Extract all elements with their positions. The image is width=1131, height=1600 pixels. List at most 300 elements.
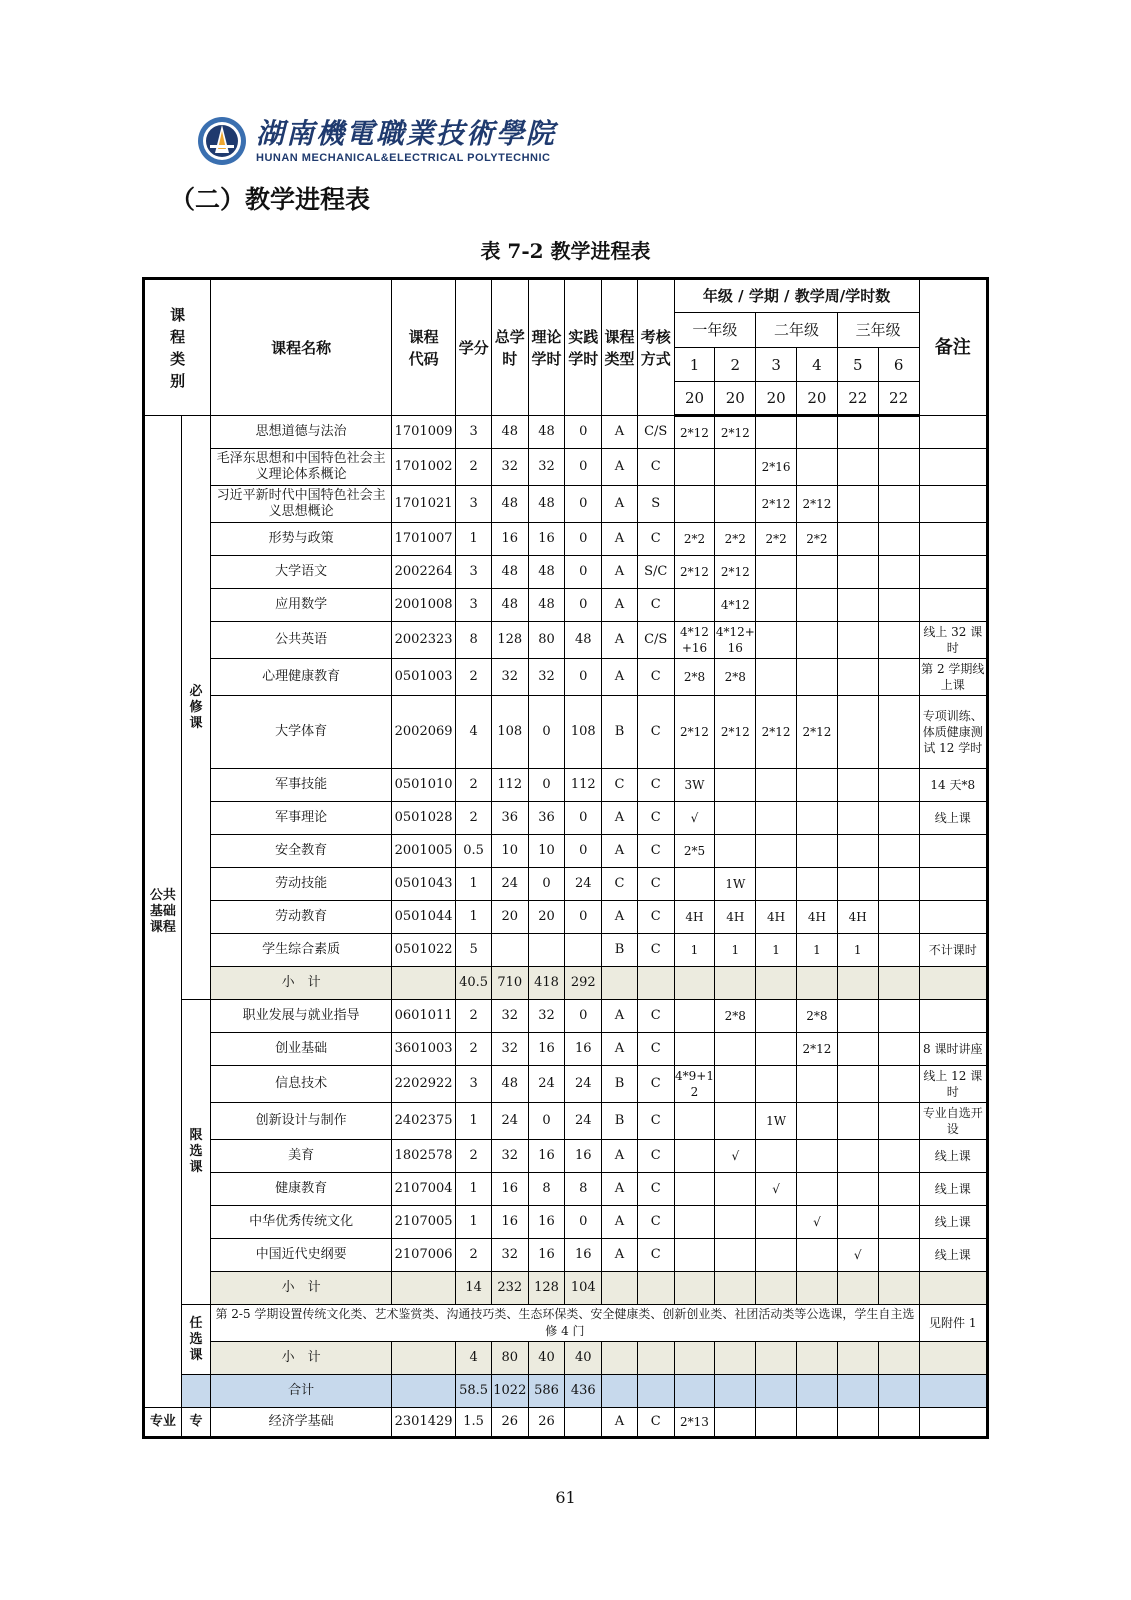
- school-emblem-icon: [196, 115, 248, 167]
- course-remark: 第 2 学期线上课: [919, 659, 987, 696]
- course-theory-hours: 48: [528, 556, 565, 589]
- term-hours-cell: 2*13: [674, 1408, 715, 1438]
- course-code: 2202922: [391, 1066, 455, 1103]
- course-name: 劳动教育: [211, 901, 392, 934]
- course-code: 2002264: [391, 556, 455, 589]
- grand-total-spacer: [181, 1375, 211, 1408]
- header-term: 1: [674, 348, 715, 382]
- course-total-hours: 16: [491, 1173, 528, 1206]
- course-type: A: [602, 1206, 638, 1239]
- course-code: 2107006: [391, 1239, 455, 1272]
- page-number: 61: [555, 1488, 576, 1507]
- course-practice-hours: 0: [565, 416, 602, 449]
- course-credit: 1: [456, 1206, 492, 1239]
- term-hours-cell: √: [797, 1206, 838, 1239]
- grand-total-empty: [715, 1375, 756, 1408]
- subtotal-empty: [756, 1342, 797, 1375]
- course-total-hours: 48: [491, 1066, 528, 1103]
- course-code: 0501044: [391, 901, 455, 934]
- course-name: 公共英语: [211, 622, 392, 659]
- course-name: 经济学基础: [211, 1408, 392, 1438]
- course-code: 2402375: [391, 1103, 455, 1140]
- subtotal-practice-hours: 40: [565, 1342, 602, 1375]
- course-practice-hours: 8: [565, 1173, 602, 1206]
- term-hours-cell: [837, 416, 878, 449]
- term-hours-cell: [878, 416, 919, 449]
- course-row: [144, 868, 988, 901]
- term-hours-cell: 4*9+1 2: [674, 1066, 715, 1103]
- term-hours-cell: [797, 589, 838, 622]
- course-credit: 0.5: [456, 835, 492, 868]
- course-credit: 2: [456, 1140, 492, 1173]
- term-hours-cell: [878, 523, 919, 556]
- term-hours-cell: [674, 868, 715, 901]
- term-hours-cell: [837, 486, 878, 523]
- course-code: 2001005: [391, 835, 455, 868]
- term-hours-cell: 2*12: [674, 416, 715, 449]
- term-hours-cell: 4H: [756, 901, 797, 934]
- subtotal-row: [144, 1272, 988, 1305]
- term-hours-cell: [756, 416, 797, 449]
- course-remark: 8 课时讲座: [919, 1033, 987, 1066]
- term-hours-cell: 1: [715, 934, 756, 967]
- subtotal-empty: [919, 967, 987, 1000]
- term-hours-cell: [715, 1033, 756, 1066]
- course-assessment: C/S: [637, 622, 674, 659]
- course-assessment: C: [637, 1408, 674, 1438]
- course-code: 0601011: [391, 1000, 455, 1033]
- optional-note: 第 2-5 学期设置传统文化类、艺术鉴赏类、沟通技巧类、生态环保类、安全健康类、创新创业类、社团活动类等公选课，学生自主选修 4 门: [211, 1305, 919, 1342]
- course-credit: 3: [456, 416, 492, 449]
- course-credit: 3: [456, 556, 492, 589]
- subtotal-credit: 14: [456, 1272, 492, 1305]
- course-theory-hours: 80: [528, 622, 565, 659]
- course-total-hours: 32: [491, 1033, 528, 1066]
- term-hours-cell: [878, 769, 919, 802]
- course-row: [144, 934, 988, 967]
- course-assessment: C/S: [637, 416, 674, 449]
- header-course-type: 课程类型: [602, 279, 638, 416]
- course-row: [144, 486, 988, 523]
- course-type: B: [602, 934, 638, 967]
- grand-total-empty: [637, 1375, 674, 1408]
- term-hours-cell: [797, 1066, 838, 1103]
- term-hours-cell: 2*12: [797, 696, 838, 769]
- school-name-cn: 湖南機電職業技術學院: [256, 117, 557, 150]
- term-hours-cell: [756, 556, 797, 589]
- course-name: 军事技能: [211, 769, 392, 802]
- course-row: [144, 769, 988, 802]
- term-hours-cell: [878, 802, 919, 835]
- course-theory-hours: 48: [528, 589, 565, 622]
- course-row: [144, 1000, 988, 1033]
- term-hours-cell: [756, 769, 797, 802]
- course-code: 2001008: [391, 589, 455, 622]
- course-total-hours: 48: [491, 556, 528, 589]
- subtotal-code-empty: [391, 1272, 455, 1305]
- term-hours-cell: [837, 1066, 878, 1103]
- course-remark: 专业自选开设: [919, 1103, 987, 1140]
- course-total-hours: 36: [491, 802, 528, 835]
- term-hours-cell: [878, 1066, 919, 1103]
- course-total-hours: 16: [491, 1206, 528, 1239]
- course-assessment: C: [637, 1066, 674, 1103]
- course-assessment: C: [637, 449, 674, 486]
- term-hours-cell: [797, 1239, 838, 1272]
- subtotal-credit: 40.5: [456, 967, 492, 1000]
- course-code: 1701007: [391, 523, 455, 556]
- course-practice-hours: 0: [565, 556, 602, 589]
- term-hours-cell: [837, 802, 878, 835]
- subtotal-row: [144, 1342, 988, 1375]
- term-hours-cell: 2*12: [756, 486, 797, 523]
- grand-total-empty: [878, 1375, 919, 1408]
- term-hours-cell: 4*12 +16: [674, 622, 715, 659]
- term-hours-cell: [797, 1140, 838, 1173]
- grand-total-label: 合计: [211, 1375, 392, 1408]
- subtotal-row: [144, 967, 988, 1000]
- subtotal-empty: [878, 967, 919, 1000]
- subtotal-empty: [797, 1342, 838, 1375]
- subtotal-practice-hours: 104: [565, 1272, 602, 1305]
- subtotal-empty: [756, 1272, 797, 1305]
- term-hours-cell: 2*16: [756, 449, 797, 486]
- course-practice-hours: 0: [565, 523, 602, 556]
- term-hours-cell: 2*8: [674, 659, 715, 696]
- subtotal-empty: [674, 967, 715, 1000]
- header-remark: 备注: [919, 279, 987, 416]
- term-hours-cell: 3W: [674, 769, 715, 802]
- term-hours-cell: 4H: [837, 901, 878, 934]
- header-term: 5: [837, 348, 878, 382]
- course-type: A: [602, 835, 638, 868]
- course-total-hours: 128: [491, 622, 528, 659]
- subtotal-empty: [919, 1272, 987, 1305]
- course-theory-hours: 16: [528, 1239, 565, 1272]
- course-row: [144, 901, 988, 934]
- course-total-hours: 32: [491, 659, 528, 696]
- term-hours-cell: [674, 1000, 715, 1033]
- header-weeks: 20: [797, 382, 838, 416]
- header-credit: 学分: [456, 279, 492, 416]
- course-type: C: [602, 769, 638, 802]
- term-hours-cell: [715, 486, 756, 523]
- course-name: 毛泽东思想和中国特色社会主义理论体系概论: [211, 449, 392, 486]
- course-code: 0501010: [391, 769, 455, 802]
- header-assessment: 考核方式: [637, 279, 674, 416]
- course-theory-hours: 36: [528, 802, 565, 835]
- term-hours-cell: [797, 416, 838, 449]
- group-required: 必修课: [181, 416, 211, 1000]
- course-practice-hours: 0: [565, 486, 602, 523]
- course-total-hours: 48: [491, 589, 528, 622]
- term-hours-cell: [837, 769, 878, 802]
- header-weeks: 20: [715, 382, 756, 416]
- teaching-schedule-table: [142, 277, 989, 1439]
- group-limited: 限选课: [181, 1000, 211, 1305]
- course-credit: 4: [456, 696, 492, 769]
- table-caption: 表 7-2 教学进程表: [480, 239, 651, 263]
- course-practice-hours: 24: [565, 1066, 602, 1103]
- term-hours-cell: 1: [674, 934, 715, 967]
- term-hours-cell: [715, 769, 756, 802]
- term-hours-cell: [797, 802, 838, 835]
- term-hours-cell: 4H: [797, 901, 838, 934]
- course-credit: 1.5: [456, 1408, 492, 1438]
- course-row: [144, 802, 988, 835]
- subtotal-label: 小 计: [211, 967, 392, 1000]
- course-remark: 14 天*8: [919, 769, 987, 802]
- course-row: [144, 659, 988, 696]
- header-weeks: 22: [837, 382, 878, 416]
- course-name: 安全教育: [211, 835, 392, 868]
- course-name: 学生综合素质: [211, 934, 392, 967]
- term-hours-cell: [797, 1173, 838, 1206]
- course-credit: 2: [456, 769, 492, 802]
- course-theory-hours: 0: [528, 1103, 565, 1140]
- term-hours-cell: [756, 1206, 797, 1239]
- term-hours-cell: [674, 1140, 715, 1173]
- course-type: A: [602, 901, 638, 934]
- course-type: A: [602, 1239, 638, 1272]
- schedule-body: [144, 416, 988, 1438]
- course-total-hours: 112: [491, 769, 528, 802]
- subtotal-code-empty: [391, 967, 455, 1000]
- term-hours-cell: 2*2: [756, 523, 797, 556]
- course-assessment: C: [637, 934, 674, 967]
- header-weeks: 22: [878, 382, 919, 416]
- course-type: B: [602, 1103, 638, 1140]
- course-type: A: [602, 802, 638, 835]
- grand-total-empty: [756, 1375, 797, 1408]
- term-hours-cell: √: [715, 1140, 756, 1173]
- course-practice-hours: 16: [565, 1033, 602, 1066]
- course-theory-hours: 8: [528, 1173, 565, 1206]
- subtotal-label: 小 计: [211, 1342, 392, 1375]
- term-hours-cell: [756, 622, 797, 659]
- course-remark: 线上课: [919, 802, 987, 835]
- subtotal-empty: [797, 1272, 838, 1305]
- header-year-2: 二年级: [756, 313, 838, 348]
- section-title: （二）教学进程表: [170, 185, 371, 214]
- subtotal-empty: [797, 967, 838, 1000]
- course-assessment: C: [637, 589, 674, 622]
- grand-total-empty: [797, 1375, 838, 1408]
- course-practice-hours: 0: [565, 589, 602, 622]
- grand-total-row: [144, 1375, 988, 1408]
- subtotal-code-empty: [391, 1342, 455, 1375]
- course-practice-hours: 108: [565, 696, 602, 769]
- course-name: 劳动技能: [211, 868, 392, 901]
- subtotal-empty: [837, 967, 878, 1000]
- course-row: [144, 1408, 988, 1438]
- term-hours-cell: [756, 1000, 797, 1033]
- course-assessment: C: [637, 659, 674, 696]
- course-type: A: [602, 659, 638, 696]
- grand-total-empty: [674, 1375, 715, 1408]
- header-term: 4: [797, 348, 838, 382]
- course-name: 创新设计与制作: [211, 1103, 392, 1140]
- course-row: [144, 622, 988, 659]
- term-hours-cell: 2*12: [715, 696, 756, 769]
- term-hours-cell: [878, 1206, 919, 1239]
- term-hours-cell: 2*12: [797, 486, 838, 523]
- course-theory-hours: 0: [528, 696, 565, 769]
- course-practice-hours: 0: [565, 901, 602, 934]
- course-remark: 线上课: [919, 1206, 987, 1239]
- subtotal-empty: [837, 1342, 878, 1375]
- course-type: C: [602, 868, 638, 901]
- term-hours-cell: [715, 449, 756, 486]
- course-credit: 2: [456, 802, 492, 835]
- subtotal-empty: [602, 967, 638, 1000]
- course-assessment: C: [637, 901, 674, 934]
- term-hours-cell: [878, 1103, 919, 1140]
- course-row: [144, 1033, 988, 1066]
- school-name-en: HUNAN MECHANICAL&ELECTRICAL POLYTECHNIC: [256, 152, 551, 164]
- course-theory-hours: 16: [528, 523, 565, 556]
- term-hours-cell: 2*8: [715, 1000, 756, 1033]
- course-practice-hours: [565, 1408, 602, 1438]
- term-hours-cell: [756, 1066, 797, 1103]
- subtotal-label: 小 计: [211, 1272, 392, 1305]
- course-row: [144, 1103, 988, 1140]
- course-type: A: [602, 1033, 638, 1066]
- course-remark: 线上课: [919, 1239, 987, 1272]
- course-name: 信息技术: [211, 1066, 392, 1103]
- course-remark: [919, 486, 987, 523]
- term-hours-cell: [878, 622, 919, 659]
- course-remark: [919, 556, 987, 589]
- course-row: [144, 416, 988, 449]
- course-practice-hours: 0: [565, 1000, 602, 1033]
- course-credit: 2: [456, 449, 492, 486]
- course-credit: 1: [456, 901, 492, 934]
- course-practice-hours: 0: [565, 659, 602, 696]
- term-hours-cell: [756, 1408, 797, 1438]
- course-remark: [919, 523, 987, 556]
- course-practice-hours: 24: [565, 868, 602, 901]
- course-theory-hours: 32: [528, 1000, 565, 1033]
- course-row: [144, 589, 988, 622]
- course-remark: [919, 901, 987, 934]
- term-hours-cell: [878, 659, 919, 696]
- course-remark: 线上课: [919, 1140, 987, 1173]
- course-type: B: [602, 1066, 638, 1103]
- optional-remark: 见附件 1: [919, 1305, 987, 1342]
- subtotal-empty: [837, 1272, 878, 1305]
- term-hours-cell: √: [837, 1239, 878, 1272]
- course-code: 2301429: [391, 1408, 455, 1438]
- course-code: 0501043: [391, 868, 455, 901]
- term-hours-cell: [674, 449, 715, 486]
- course-theory-hours: 16: [528, 1033, 565, 1066]
- course-theory-hours: 24: [528, 1066, 565, 1103]
- term-hours-cell: [878, 1140, 919, 1173]
- term-hours-cell: [797, 659, 838, 696]
- course-name: 大学语文: [211, 556, 392, 589]
- course-practice-hours: 16: [565, 1239, 602, 1272]
- term-hours-cell: 2*12: [715, 556, 756, 589]
- course-type: A: [602, 523, 638, 556]
- term-hours-cell: [837, 556, 878, 589]
- course-assessment: C: [637, 1206, 674, 1239]
- term-hours-cell: [878, 449, 919, 486]
- course-assessment: C: [637, 868, 674, 901]
- term-hours-cell: [837, 835, 878, 868]
- term-hours-cell: [837, 1408, 878, 1438]
- course-total-hours: 24: [491, 868, 528, 901]
- course-type: A: [602, 1173, 638, 1206]
- term-hours-cell: [837, 1173, 878, 1206]
- term-hours-cell: [674, 589, 715, 622]
- course-name: 职业发展与就业指导: [211, 1000, 392, 1033]
- course-theory-hours: [528, 934, 565, 967]
- term-hours-cell: [674, 1103, 715, 1140]
- header-category: 课程类别: [144, 279, 211, 416]
- course-assessment: S/C: [637, 556, 674, 589]
- course-total-hours: 16: [491, 523, 528, 556]
- subtotal-empty: [602, 1272, 638, 1305]
- course-code: 0501022: [391, 934, 455, 967]
- term-hours-cell: [878, 868, 919, 901]
- term-hours-cell: [715, 1239, 756, 1272]
- course-type: A: [602, 1408, 638, 1438]
- subtotal-empty: [637, 1342, 674, 1375]
- term-hours-cell: 2*5: [674, 835, 715, 868]
- course-total-hours: 48: [491, 486, 528, 523]
- grand-total-practice-hours: 436: [565, 1375, 602, 1408]
- course-type: A: [602, 1140, 638, 1173]
- course-row: [144, 1206, 988, 1239]
- course-remark: 线上 12 课时: [919, 1066, 987, 1103]
- term-hours-cell: [797, 868, 838, 901]
- course-name: 中国近代史纲要: [211, 1239, 392, 1272]
- subtotal-empty: [715, 1272, 756, 1305]
- course-practice-hours: 0: [565, 449, 602, 486]
- course-theory-hours: 10: [528, 835, 565, 868]
- course-remark: [919, 868, 987, 901]
- header-weeks: 20: [756, 382, 797, 416]
- term-hours-cell: 2*12: [756, 696, 797, 769]
- course-row: [144, 1239, 988, 1272]
- term-hours-cell: [715, 1173, 756, 1206]
- header-name: 课程名称: [211, 279, 392, 416]
- term-hours-cell: 1W: [715, 868, 756, 901]
- term-hours-cell: [797, 1103, 838, 1140]
- term-hours-cell: [837, 659, 878, 696]
- group-major: 专业: [144, 1408, 182, 1438]
- course-total-hours: 32: [491, 449, 528, 486]
- course-row: [144, 556, 988, 589]
- term-hours-cell: [797, 449, 838, 486]
- course-assessment: C: [637, 1173, 674, 1206]
- school-logo: [196, 112, 556, 170]
- subtotal-empty: [878, 1342, 919, 1375]
- grand-total-empty: [602, 1375, 638, 1408]
- term-hours-cell: [878, 934, 919, 967]
- subtotal-empty: [637, 967, 674, 1000]
- course-name: 心理健康教育: [211, 659, 392, 696]
- course-assessment: C: [637, 835, 674, 868]
- term-hours-cell: [756, 835, 797, 868]
- term-hours-cell: [837, 1103, 878, 1140]
- course-credit: 1: [456, 523, 492, 556]
- course-remark: [919, 416, 987, 449]
- course-remark: [919, 1408, 987, 1438]
- term-hours-cell: [837, 589, 878, 622]
- term-hours-cell: 2*2: [674, 523, 715, 556]
